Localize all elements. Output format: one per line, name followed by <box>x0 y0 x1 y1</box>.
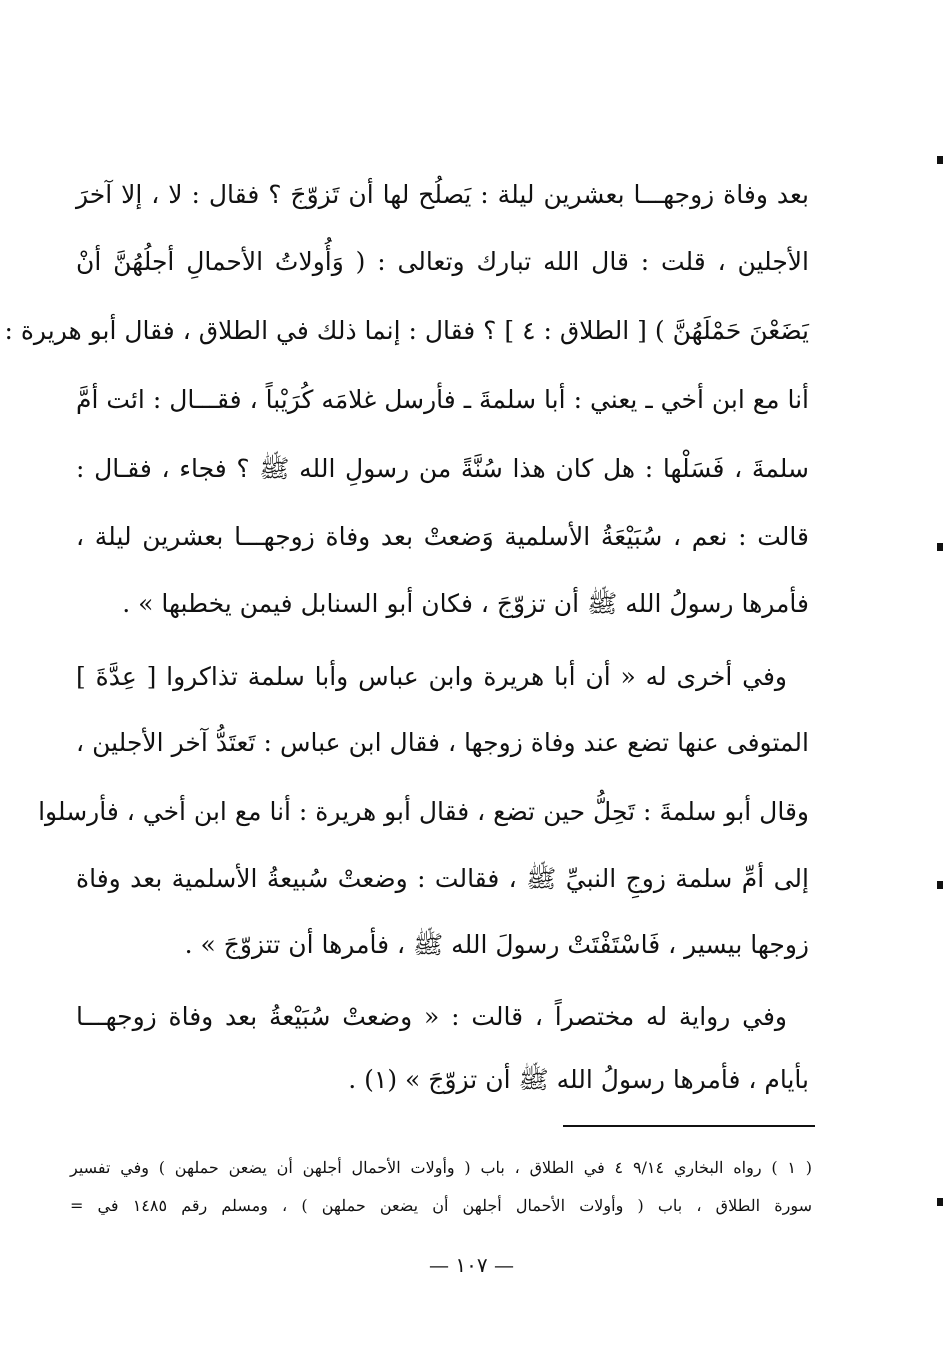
body-line-4: أنا مع ابن أخي ـ يعني : أبا سلمةَ ـ فأرسل غلامَه كُرَيْباً ، فقـــال : ائت أمَّ <box>76 385 809 414</box>
body-line-6: قالت : نعم ، سُبَيْعَةُ الأسلمية وَضعتْ بعد وفاة زوجهـــا بعشرين ليلة ، <box>76 522 809 551</box>
body-line-9: المتوفى عنها تضع عند وفاة زوجها ، فقال ابن عباس : تَعتَدُّ آخر الأجلين ، <box>76 728 809 757</box>
margin-mark <box>937 543 943 551</box>
margin-mark <box>937 1198 943 1206</box>
body-line-11: إلى أمِّ سلمة زوجِ النبيِّ ﷺ ، فقالت : وضعتْ سُبيعةُ الأسلمية بعد وفاة <box>76 864 809 893</box>
footnote-line-1: ( ١ ) رواه البخاري ٩/١٤ ٤ في الطلاق ، باب ( وأولات الأحمال أجلهن أن يضعن حملهن ) وفي تفسير <box>70 1158 813 1177</box>
body-line-7: فأمرها رسولُ الله ﷺ أن تزوّجَ ، فكان أبو السنابل فيمن يخطبها » . <box>122 589 809 618</box>
body-line-1: بعد وفاة زوجهـــا بعشرين ليلة : يَصلُح لها أن تَزوّجَ ؟ فقال : لا ، إلا آخرَ <box>76 180 809 209</box>
page-number: — ١٠٧ — <box>429 1253 514 1277</box>
body-line-2: الأجلين ، قلت : قال الله تبارك وتعالى : ( وَأُولاتُ الأحمالِ أجلُهُنَّ أنْ <box>76 247 809 276</box>
body-line-14: بأيام ، فأمرها رسولُ الله ﷺ أن تزوّجَ » (١) . <box>348 1065 809 1094</box>
body-line-5: سلمةَ ، فَسَلْها : هل كان هذا سُنَّةً من رسولِ الله ﷺ ؟ فجاء ، فقـال : <box>76 454 809 483</box>
body-line-12: زوجها بيسير ، فَاسْتَفْتَتْ رسولَ الله ﷺ ، فأمرها أن تتزوّجَ » . <box>184 930 809 959</box>
body-line-3: يَضَعْنَ حَمْلَهُنَّ ) [ الطلاق : ٤ ] ؟ فقال : إنما ذلك في الطلاق ، فقال أبو هريرة : <box>4 316 809 345</box>
margin-mark <box>937 881 943 889</box>
body-line-13: وفي رواية له مختصراً ، قالت : « وضعتْ سُبَيْعةُ بعد وفاة زوجهـــا <box>76 1002 787 1031</box>
footnote-line-2: سورة الطلاق ، باب ( وأولات الأحمال أجلهن أن يضعن حملهن ) ، ومسلم رقم ١٤٨٥ في = <box>70 1196 813 1215</box>
body-line-10: وقال أبو سلمةَ : تَحِلُّ حين تضع ، فقال أبو هريرة : أنا مع ابن أخي ، فأرسلوا <box>38 797 809 826</box>
body-line-8: وفي أخرى له « أن أبا هريرة وابن عباس وأبا سلمة تذاكروا [ عِدَّةَ ] <box>76 662 787 691</box>
footnote-separator <box>563 1125 815 1127</box>
margin-mark <box>937 156 943 164</box>
